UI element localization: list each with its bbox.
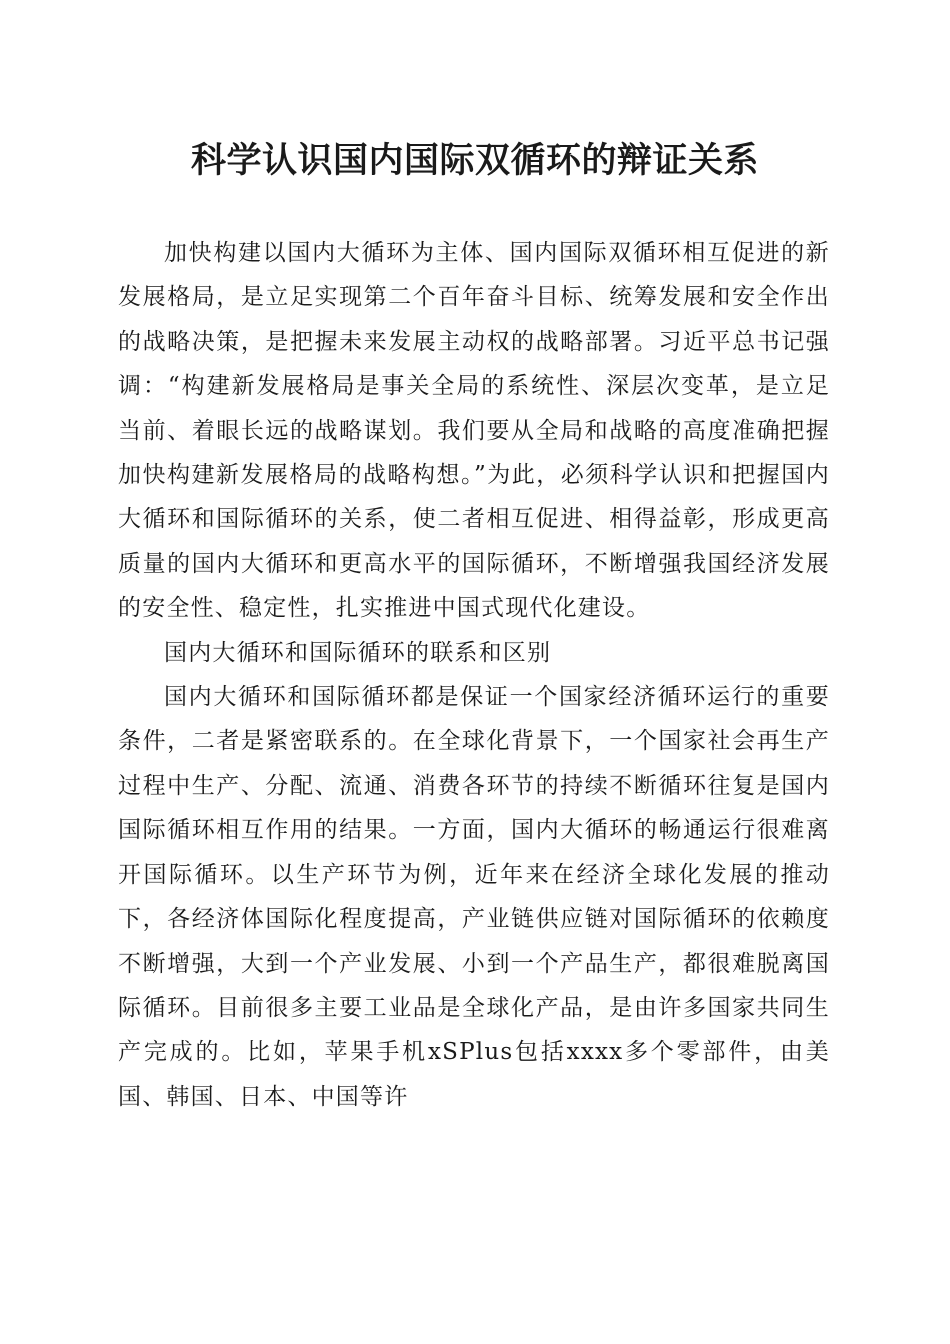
section-heading: 国内大循环和国际循环的联系和区别 — [164, 639, 552, 666]
paragraph-intro: 加快构建以国内大循环为主体、国内国际双循环相互促进的新发展格局，是立足实现第二个百年奋斗目标、统筹发展和安全作出的战略决策，是把握未来发展主动权的战略部署。习近平总书记强调：“构建新发展格局是事关全局的系统性、深层次变革，是立足当前、着眼长远的战略谋划。我们要从全局和战略的高度准确把握加快构建新发展格局的战略构想。”为此，必须科学认识和把握国内大循环和国际循环的关系，使二者相互促进、相得益彰，形成更高质量的国内大循环和更高水平的国际循环，不断增强我国经济发展的安全性、稳定性，扎实推进中国式现代化建设。 — [118, 240, 830, 622]
document-title: 科学认识国内国际双循环的辩证关系 — [190, 140, 759, 181]
paragraph-body: 国内大循环和国际循环都是保证一个国家经济循环运行的重要条件，二者是紧密联系的。在全球化背景下，一个国家社会再生产过程中生产、分配、流通、消费各环节的持续不断循环往复是国内国际循环相互作用的结果。一方面，国内大循环的畅通运行很难离开国际循环。以生产环节为例，近年来在经济全球化发展的推动下，各经济体国际化程度提高，产业链供应链对国际循环的依赖度不断增强，大到一个产业发展、小到一个产品生产，都很难脱离国际循环。目前很多主要工业品是全球化产品，是由许多国家共同生产完成的。比如，苹果手机xSPlus包括xxxx多个零部件，由美国、韩国、日本、中国等许 — [118, 684, 830, 1110]
document-body — [118, 231, 830, 1119]
